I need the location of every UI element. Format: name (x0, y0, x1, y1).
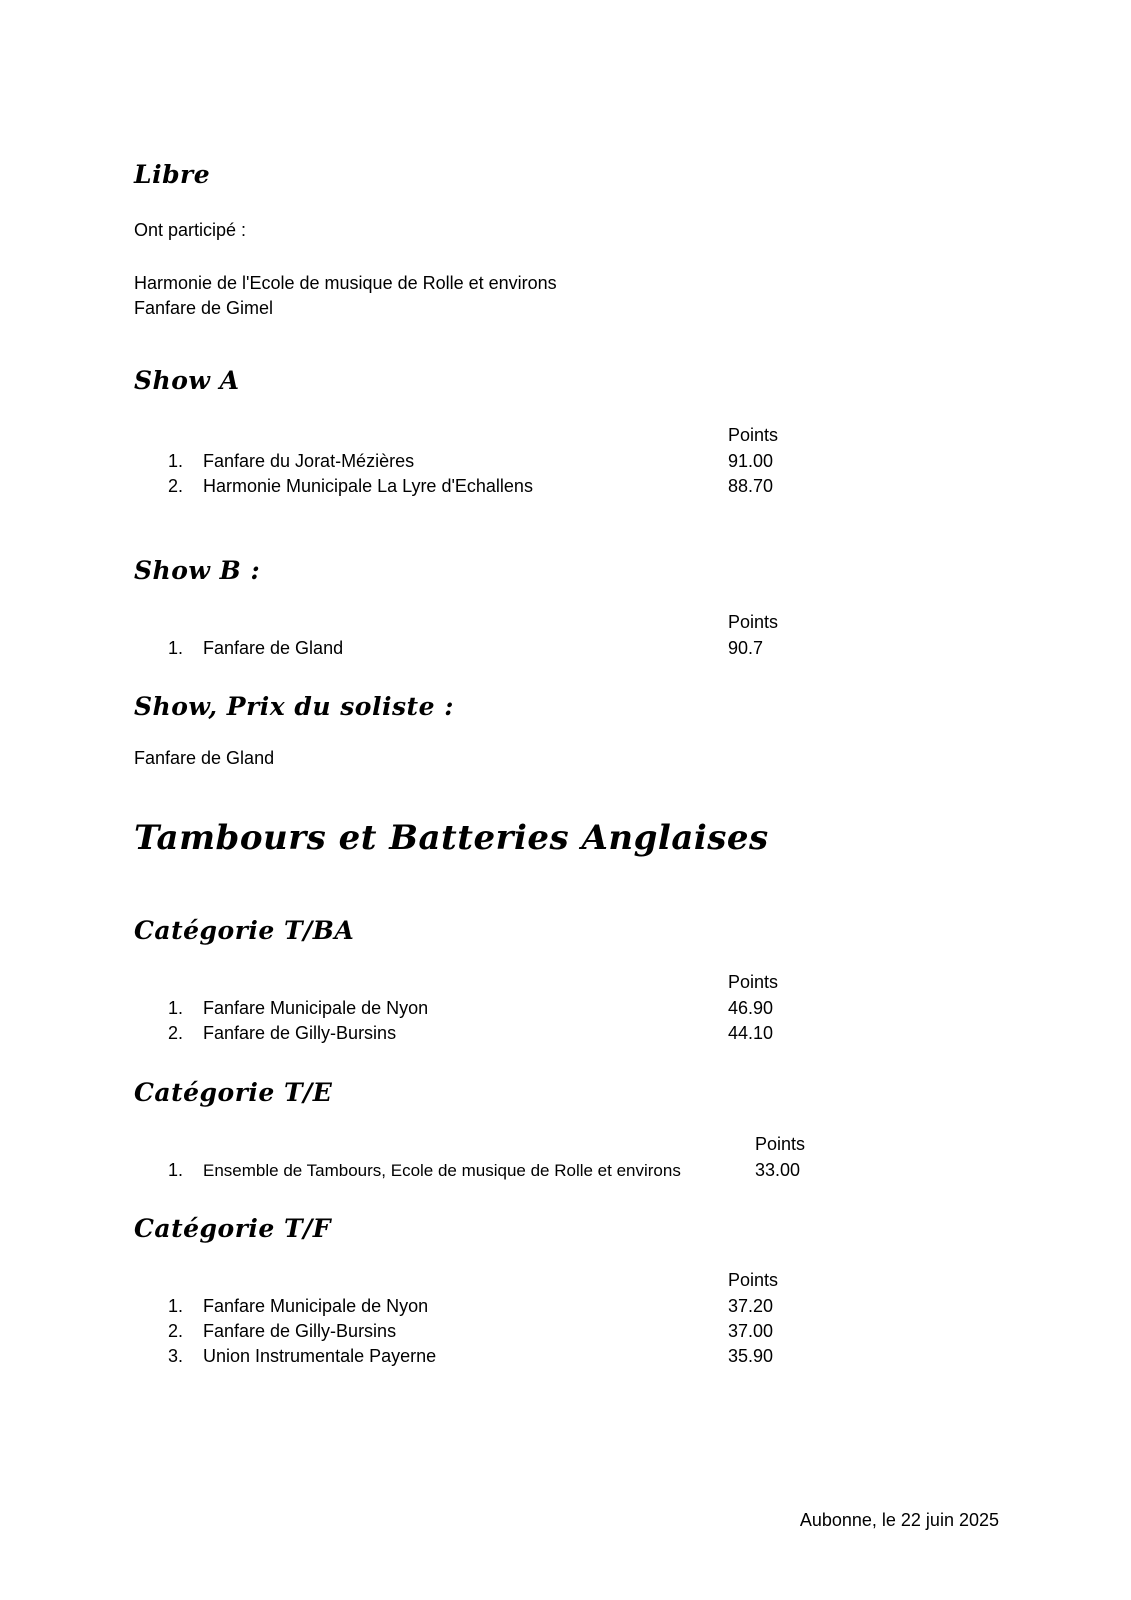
band-name: Harmonie Municipale La Lyre d'Echallens (203, 476, 533, 496)
ranking-row (0, 449, 1131, 474)
ranking-row (0, 1021, 1131, 1046)
section-title-show-b: Show B : (134, 556, 261, 585)
participant-item: Fanfare de Gimel (134, 298, 274, 318)
rank: 1. (168, 1160, 184, 1180)
rank: 2. (168, 1321, 184, 1341)
band-name: Fanfare du Jorat-Mézières (203, 451, 415, 471)
points-value: 37.20 (728, 1296, 774, 1316)
rank: 1. (168, 451, 184, 471)
band-name: Fanfare Municipale de Nyon (203, 998, 429, 1018)
points-value: 90.7 (728, 638, 764, 658)
ranking-row (0, 996, 1131, 1021)
section-title-cat-tba: Catégorie T/BA (134, 916, 355, 945)
main-title-tba: Tambours et Batteries Anglaises (134, 818, 769, 858)
rank: 2. (168, 476, 184, 496)
place-date: Aubonne, le 22 juin 2025 (799, 1510, 999, 1530)
section-title-cat-te: Catégorie T/E (134, 1078, 333, 1107)
ranking-row (0, 1344, 1131, 1369)
soliste-winner: Fanfare de Gland (134, 748, 275, 768)
band-name: Fanfare de Gilly-Bursins (203, 1321, 397, 1341)
ranking-row (0, 1158, 1131, 1183)
points-value: 33.00 (755, 1160, 801, 1180)
band-name: Fanfare Municipale de Nyon (203, 1296, 429, 1316)
rank: 3. (168, 1346, 184, 1366)
points-header: Points (728, 425, 779, 445)
band-name: Fanfare de Gilly-Bursins (203, 1023, 397, 1043)
points-header: Points (728, 1270, 779, 1290)
section-title-libre: Libre (134, 160, 211, 189)
points-value: 37.00 (728, 1321, 774, 1341)
points-header: Points (755, 1134, 806, 1154)
rank: 1. (168, 1296, 184, 1316)
points-value: 35.90 (728, 1346, 774, 1366)
section-title-cat-tf: Catégorie T/F (134, 1214, 331, 1243)
ranking-row (0, 1294, 1131, 1319)
points-value: 91.00 (728, 451, 774, 471)
points-header: Points (728, 612, 779, 632)
ranking-row (0, 1319, 1131, 1344)
ranking-row (0, 474, 1131, 499)
section-title-soliste: Show, Prix du soliste : (134, 692, 454, 721)
band-name: Union Instrumentale Payerne (203, 1346, 437, 1366)
points-value: 88.70 (728, 476, 774, 496)
points-value: 44.10 (728, 1023, 774, 1043)
points-header: Points (728, 972, 779, 992)
ranking-row (0, 636, 1131, 661)
band-name: Fanfare de Gland (203, 638, 344, 658)
band-name: Ensemble de Tambours, Ecole de musique de Rolle et environs (203, 1161, 681, 1180)
participants-intro: Ont participé : (134, 220, 247, 240)
participant-item: Harmonie de l'Ecole de musique de Rolle et environs (134, 273, 557, 293)
rank: 2. (168, 1023, 184, 1043)
points-value: 46.90 (728, 998, 774, 1018)
rank: 1. (168, 998, 184, 1018)
rank: 1. (168, 638, 184, 658)
section-title-show-a: Show A (134, 366, 240, 395)
